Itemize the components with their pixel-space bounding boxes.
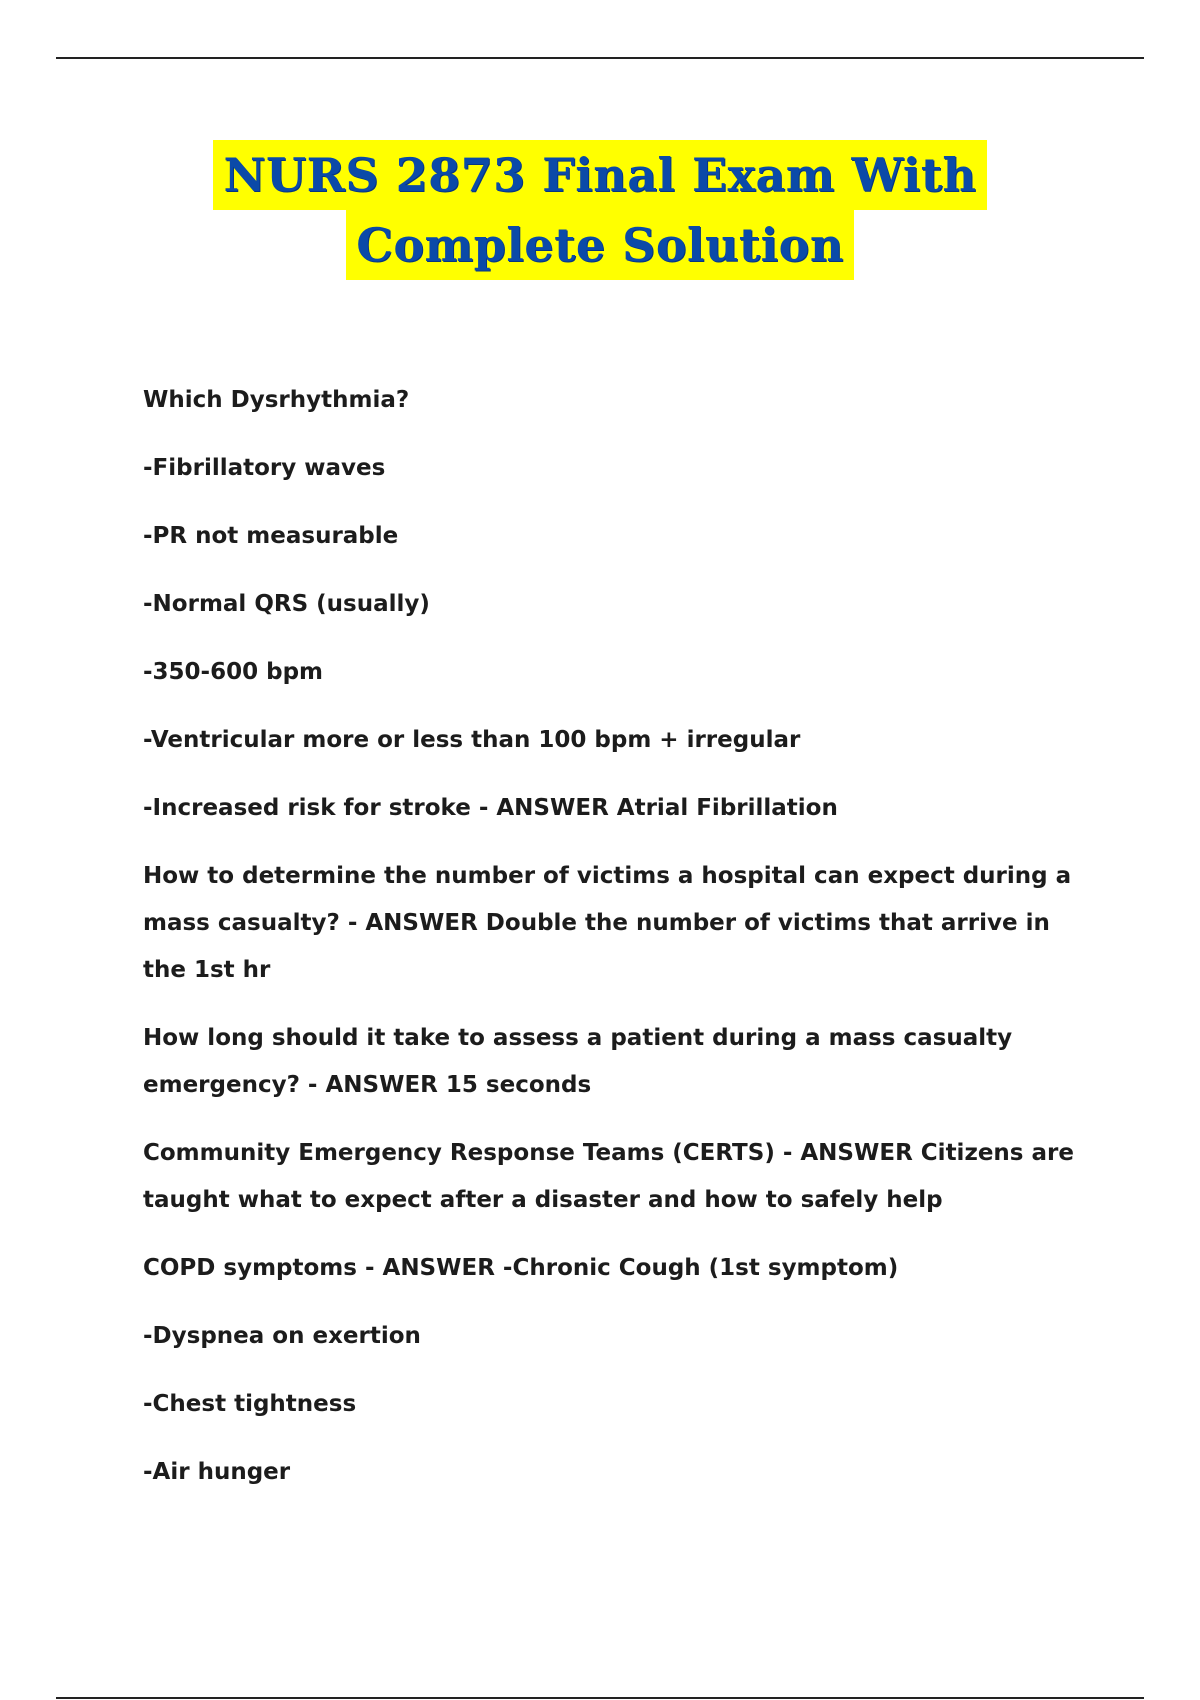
question-paragraph: Which Dysrhythmia? xyxy=(143,387,410,413)
list-item: -Chest tightness xyxy=(143,1391,357,1417)
list-item: -Air hunger xyxy=(143,1459,291,1485)
list-item: -Normal QRS (usually) xyxy=(143,591,430,617)
title-line-1: NURS 2873 Final Exam With xyxy=(213,140,986,210)
question-answer-paragraph: How long should it take to assess a patient during a mass casualty emergency? - ANSWER 15 seconds xyxy=(143,1025,1013,1098)
document-body xyxy=(143,377,1093,1517)
list-item: -Fibrillatory waves xyxy=(143,455,386,481)
question-answer-paragraph: How to determine the number of victims a hospital can expect during a mass casualty? - ANSWER Double the number of victims that arrive in the 1st hr xyxy=(143,863,1072,983)
list-item: -PR not measurable xyxy=(143,523,399,549)
answer-paragraph: -Increased risk for stroke - ANSWER Atrial Fibrillation xyxy=(143,795,838,821)
list-item: -Dyspnea on exertion xyxy=(143,1323,421,1349)
list-item: -350-600 bpm xyxy=(143,659,324,685)
top-rule xyxy=(56,57,1144,59)
document-title xyxy=(0,140,1200,280)
list-item: -Ventricular more or less than 100 bpm + irregular xyxy=(143,727,801,753)
question-answer-paragraph: Community Emergency Response Teams (CERTS) - ANSWER Citizens are taught what to expect after a disaster and how to safely help xyxy=(143,1140,1074,1213)
title-line-2: Complete Solution xyxy=(346,210,854,280)
bottom-rule xyxy=(56,1697,1144,1699)
question-answer-paragraph: COPD symptoms - ANSWER -Chronic Cough (1st symptom) xyxy=(143,1255,899,1281)
